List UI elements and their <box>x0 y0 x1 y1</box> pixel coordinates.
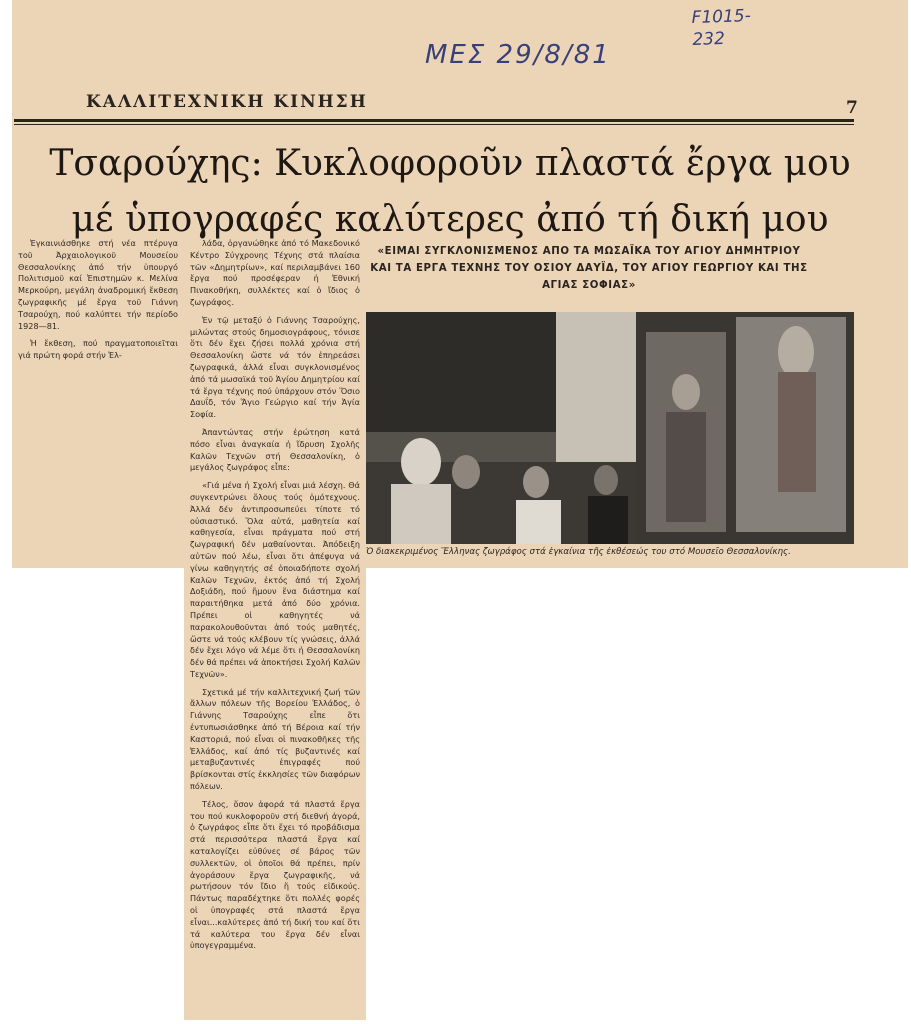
subheadline: «ΕΙΜΑΙ ΣΥΓΚΛΟΝΙΣΜΕΝΟΣ ΑΠΟ ΤΑ ΜΩΣΑΪΚΑ ΤΟΥ ΑΓΙΟΥ ΔΗΜΗΤΡΙΟΥ ΚΑΙ ΤΑ ΕΡΓΑ ΤΕΧΝΗΣ ΤΟΥ ΟΣΙΟΥ ΔΑΥΪΔ, ΤΟΥ ΑΓΙΟΥ ΓΕΩΡΓΙΟΥ ΚΑΙ ΤΗΣ ΑΓΙΑΣ ΣΟΦΙΑΣ» <box>370 246 808 291</box>
photo-caption: Ὁ διακεκριμένος Ἕλληνας ζωγράφος στά ἐγκαίνια τῆς ἐκθέσεώς του στό Μουσεῖο Θεσσαλονίκης. <box>366 547 791 557</box>
paragraph: Ἡ ἔκθεση, πού πραγματοποιεῖται γιά πρώτη φορά στήν Ἑλ- <box>18 338 178 361</box>
section-title: ΚΑΛΛΙΤΕΧΝΙΚΗ ΚΙΝΗΣΗ <box>86 92 368 112</box>
date-handwriting: ΜΕΣ 29/8/81 <box>425 40 611 70</box>
headline-line-2: μέ ὑπογραφές καλύτερες ἀπό τή δική μου <box>71 199 829 240</box>
paragraph: Ἐγκαινιάσθηκε στή νέα πτέρυγα τοῦ Ἀρχαιολογικοῦ Μουσείου Θεσσαλονίκης ἀπό τήν ὑπουργό Πολιτισμοῦ καί Ἐπιστημῶν κ. Μελίνα Μερκούρη, μεγάλη ἀναδρομική ἔκθεση ζωγραφικῆς μέ ἔργα τοῦ Γιάννη Τσαρούχη, πού καλύπτει τήν περίοδο 1928—81. <box>18 238 178 331</box>
page-number: 7 <box>846 98 858 118</box>
paragraph: Ἀπαντώντας στήν ἐρώτηση κατά πόσο εἶναι ἀναγκαία ἡ ἵδρυση Σχολῆς Καλῶν Τεχνῶν στή Θεσσαλονίκη, ὁ μεγάλος ζωγράφος εἶπε: <box>190 426 360 473</box>
paragraph: Ἐν τῷ μεταξύ ὁ Γιάννης Τσαρούχης, μιλώντας στούς δημοσιογράφους, τόνισε ὅτι δέν ἔχει ζήσει πολλά χρόνια στή Θεσσαλονίκη ὥστε νά τόν ἐπηρεάσει ζωγραφικά, ἀλλά εἶναι συγκλονισμένος ἀπό τά μωσαϊκά τοῦ Ἁγίου Δημητρίου καί τά ἔργα τέχνης πού ὑπάρχουν στόν Ὅσιο Δαυΐδ, τόν Ἅγιο Γεώργιο καί τήν Ἁγία Σοφία. <box>190 314 360 420</box>
article-column-1 <box>18 238 178 368</box>
header-rule-thin <box>14 124 854 125</box>
headline-line-1: Τσαρούχης: Κυκλοφοροῦν πλαστά ἔργα μου <box>49 143 851 184</box>
paragraph: λάδα, ὀργανώθηκε ἀπό τό Μακεδονικό Κέντρο Σύγχρονης Τέχνης στά πλαίσια τῶν «Δημητρίων», καί περιλαμβάνει 160 ἔργα πού προσέφεραν ἡ Ἐθνική Πινακοθήκη, συλλέκτες καί ὁ ἴδιος ὁ ζωγράφος. <box>190 238 360 307</box>
paragraph: Τέλος, ὅσον ἀφορά τά πλαστά ἔργα του πού κυκλοφοροῦν στή διεθνή ἀγορά, ὁ ζωγράφος εἶπε ὅτι ἔχει τό προβάδισμα στά περισσότερα πλαστά ἔργα καί καταλογίζει εὐθύνες σέ βάρος τῶν συλλεκτῶν, οἱ ὁποῖοι θά πρέπει, πρίν ἀγοράσουν ἔργα ζωγραφικῆς, νά ρωτήσουν τόν ἴδιο ἤ τούς εἰδικούς. Πάντως παραδέχτηκε ὅτι πολλές φορές οἱ ὑπογραφές στά πλαστά ἔργα εἶναι...καλύτερες ἀπό τή δική του καί ὅτι τά καλύτερα του ἔργα δέν εἶναι ὑπογεγραμμένα. <box>190 798 360 951</box>
headline <box>40 136 860 248</box>
exhibition-photo <box>366 312 854 544</box>
header-rule <box>14 119 854 122</box>
archive-code-handwriting: F1015- 232 <box>691 5 752 51</box>
paragraph: Σχετικά μέ τήν καλλιτεχνική ζωή τῶν ἄλλων πόλεων τῆς Βορείου Ἑλλάδος, ὁ Γιάννης Τσαρούχης εἶπε ὅτι ἐντυπωσιάσθηκε ἀπό τή Βέροια καί τήν Καστοριά, πού εἶναι οἱ πινακοθῆκες τῆς Ἑλλάδος, καί ἀπό τίς βυζαντινές καί μεταβυζαντινές ἐπιγραφές πού βρίσκονται στίς ἐκκλησίες τῶν διαφόρων πόλεων. <box>190 686 360 792</box>
paragraph: «Γιά μένα ἡ Σχολή εἶναι μιά λέσχη. Θά συγκεντρώνει ὅλους τούς ὁμότεχνους. Ἀλλά δέν ἀντιπροσωπεύει τίποτε τό οὐσιαστικό. Ὅλα αὐτά, μαθητεία καί καθηγεσία, εἶναι πράγματα πού στή ζωγραφική δέν μαθαίνονται. Ἀπόδειξη αὐτῶν πού λέω, εἶναι ὅτι ἀπέφυγα νά γίνω καθηγητής σέ ὁποιαδήποτε σχολή Καλῶν Τεχνῶν, ἐκτός ἀπό τή Σχολή Δοξιάδη, πού ἤμουν ἕνα διάστημα καί παραιτήθηκα μετά ἀπό δύο χρόνια. Πρέπει οἱ καθηγητές νά παρακολουθοῦνται ἀπό τούς μαθητές, ὥστε νά τούς κλέβουν τίς γνώσεις, ἀλλά δέν ἔχει λόγο νά λέμε ὅτι ἡ Θεσσαλονίκη δέν θά πρέπει νά ἀποκτήσει Σχολή Καλῶν Τεχνῶν». <box>190 480 360 679</box>
article-column-2 <box>190 238 360 958</box>
photo-illustration <box>366 312 854 544</box>
